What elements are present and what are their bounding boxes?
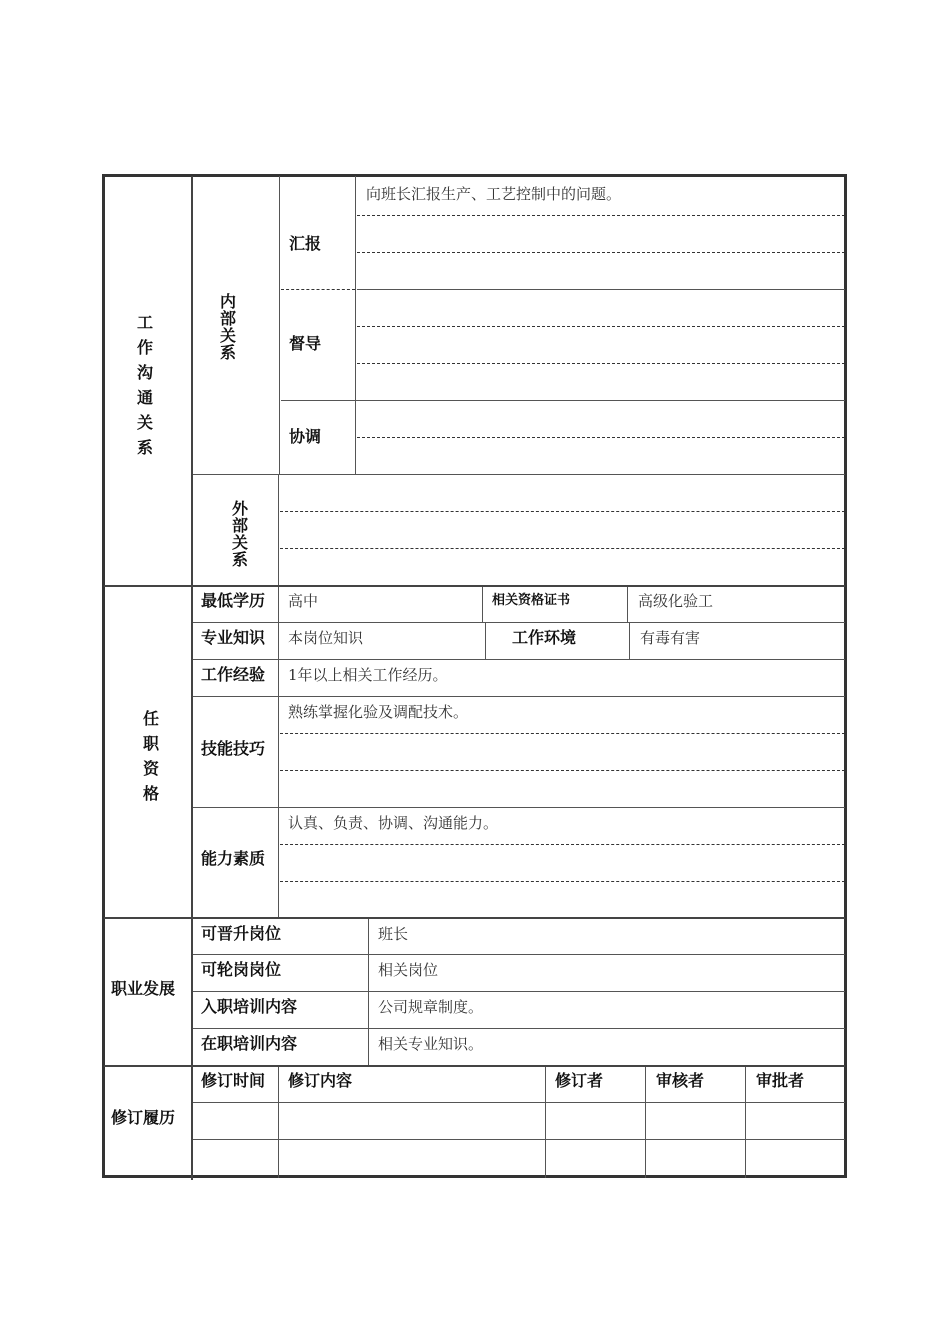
revision-column-header: 审核者 (656, 1071, 705, 1090)
divider (278, 1067, 279, 1178)
entry-training-value: 公司规章制度。 (378, 998, 484, 1016)
divider (545, 1067, 546, 1178)
divider (193, 1028, 845, 1029)
dashed-line (357, 215, 845, 216)
divider (357, 289, 845, 290)
skills-value: 熟练掌握化验及调配技术。 (288, 703, 469, 721)
divider (482, 587, 483, 623)
qualifications-section-label: 任职资格 (142, 709, 159, 803)
divider (193, 696, 845, 697)
ability-value: 认真、负责、协调、沟通能力。 (288, 814, 499, 832)
coordinate-label: 协调 (289, 427, 322, 446)
divider (279, 176, 280, 474)
divider (193, 1139, 845, 1140)
environment-label: 工作环境 (512, 628, 577, 647)
report-label: 汇报 (289, 234, 322, 253)
divider (193, 991, 845, 992)
skills-label: 技能技巧 (201, 739, 266, 758)
experience-value: 1年以上相关工作经历。 (288, 666, 448, 684)
internal-relations-label: 内部关系 (219, 292, 236, 362)
divider (355, 176, 356, 474)
dashed-line (281, 289, 355, 290)
divider (281, 400, 845, 401)
certificate-value: 高级化验工 (638, 592, 714, 610)
dashed-line (280, 844, 845, 845)
revision-column-header: 审批者 (756, 1071, 805, 1090)
divider (193, 659, 845, 660)
divider (104, 917, 845, 919)
knowledge-label: 专业知识 (201, 628, 266, 647)
divider (191, 176, 193, 1180)
dashed-line (357, 363, 845, 364)
divider (193, 954, 845, 955)
divider (193, 1102, 845, 1103)
onjob-training-label: 在职培训内容 (201, 1034, 298, 1053)
environment-value: 有毒有害 (640, 629, 701, 647)
divider (193, 474, 845, 475)
onjob-training-value: 相关专业知识。 (378, 1035, 484, 1053)
ability-label: 能力素质 (201, 849, 266, 868)
supervise-label: 督导 (289, 334, 322, 353)
rotation-label: 可轮岗岗位 (201, 960, 282, 979)
dashed-line (280, 770, 845, 771)
divider (368, 919, 369, 1066)
communication-section-label: 工作沟通关系 (136, 313, 153, 457)
education-value: 高中 (288, 592, 319, 610)
experience-label: 工作经验 (201, 665, 266, 684)
revision-column-header: 修订时间 (201, 1071, 266, 1090)
divider (104, 1065, 845, 1067)
divider (193, 622, 845, 623)
entry-training-label: 入职培训内容 (201, 997, 298, 1016)
divider (193, 807, 845, 808)
divider (645, 1067, 646, 1178)
promotion-value: 班长 (378, 925, 409, 943)
dashed-line (280, 733, 845, 734)
rotation-value: 相关岗位 (378, 961, 439, 979)
dashed-line (280, 511, 845, 512)
divider (745, 1067, 746, 1178)
revision-column-header: 修订内容 (288, 1071, 353, 1090)
dashed-line (357, 252, 845, 253)
divider (627, 587, 628, 623)
knowledge-value: 本岗位知识 (288, 629, 364, 647)
revision-section-label: 修订履历 (111, 1108, 176, 1127)
certificate-label: 相关资格证书 (492, 593, 571, 608)
divider (485, 623, 486, 660)
external-relations-label: 外部关系 (231, 499, 248, 569)
promotion-label: 可晋升岗位 (201, 924, 282, 943)
divider (278, 587, 279, 918)
divider (629, 623, 630, 660)
dashed-line (280, 548, 845, 549)
revision-column-header: 修订者 (555, 1071, 604, 1090)
dashed-line (357, 326, 845, 327)
divider (104, 585, 845, 587)
report-text: 向班长汇报生产、工艺控制中的问题。 (366, 185, 622, 203)
dashed-line (357, 437, 845, 438)
education-label: 最低学历 (201, 591, 266, 610)
divider (278, 474, 279, 586)
career-section-label: 职业发展 (111, 979, 176, 998)
dashed-line (280, 881, 845, 882)
